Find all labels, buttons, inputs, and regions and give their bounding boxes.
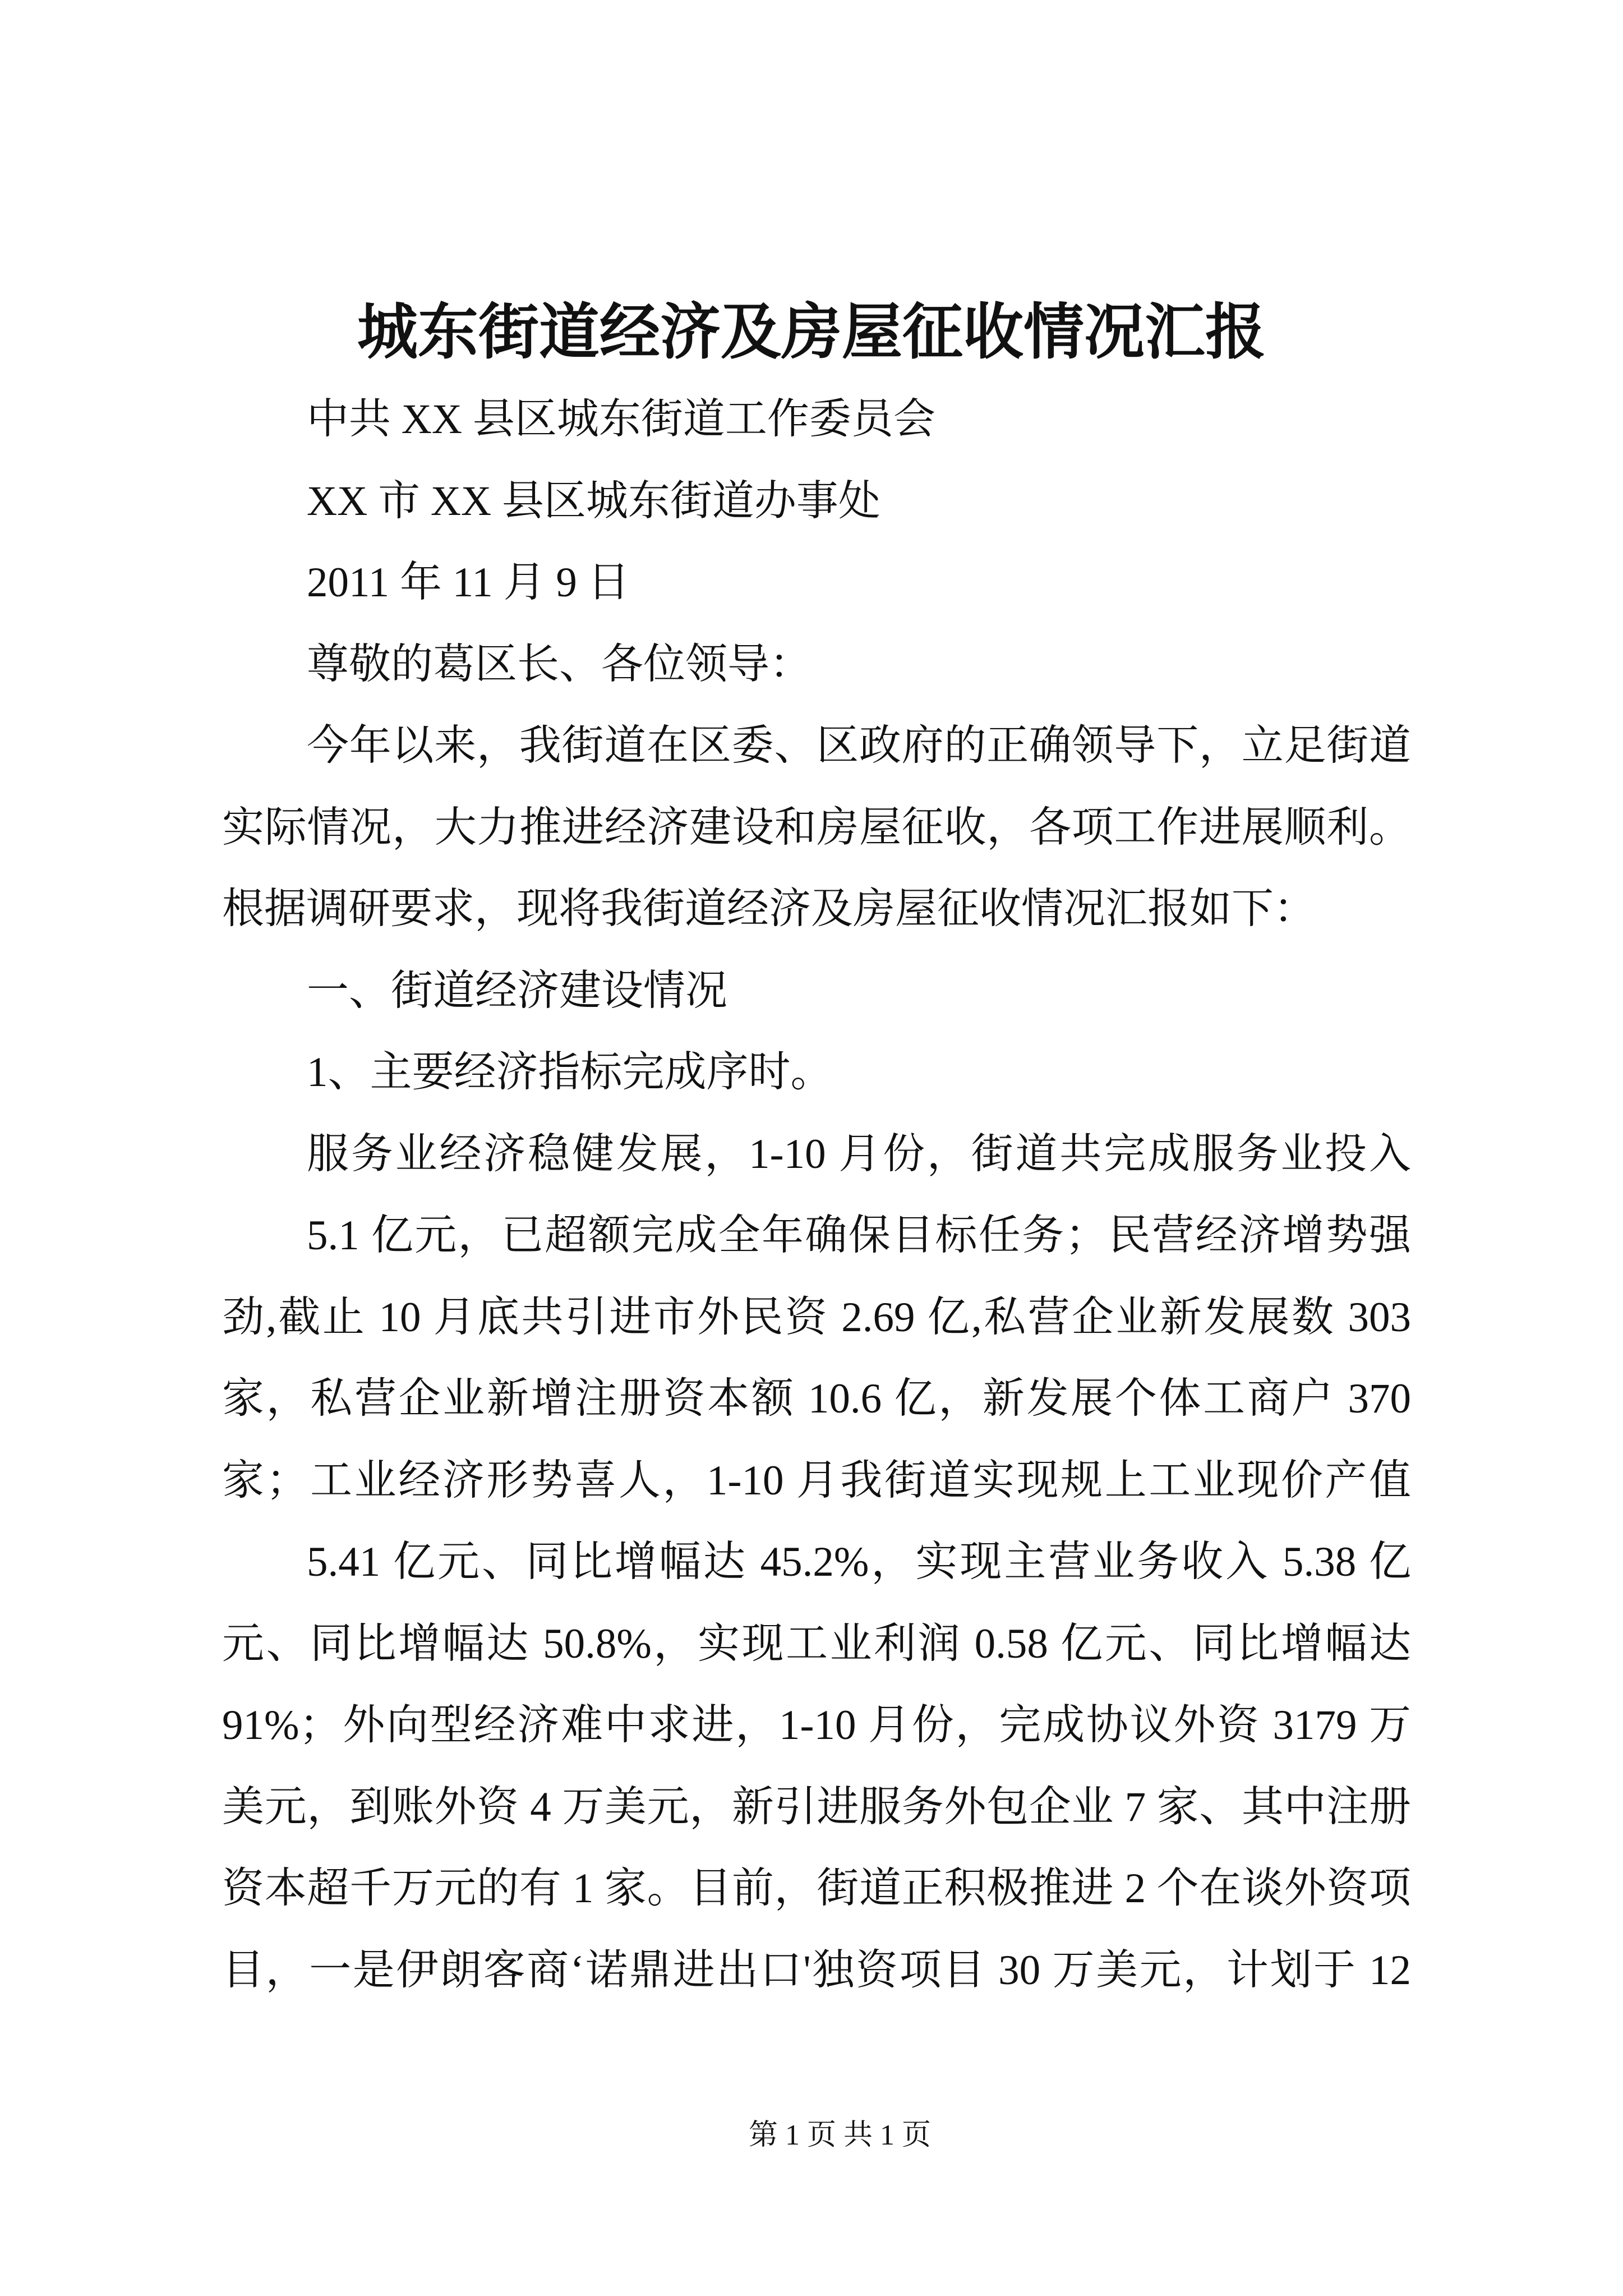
organization-line: 中共 XX 县区城东街道工作委员会 — [307, 396, 935, 443]
date-line: 2011 年 11 月 9 日 — [307, 559, 630, 606]
paragraph-line: 服务业经济稳健发展，1-10 月份，街道共完成服务业投入 — [307, 1130, 1411, 1177]
subsection-heading: 1、主要经济指标完成序时。 — [307, 1049, 833, 1096]
paragraph-line: 资本超千万元的有 1 家。目前，街道正积极推进 2 个在谈外资项 — [222, 1865, 1411, 1912]
paragraph-line: 5.41 亿元、同比增幅达 45.2%，实现主营业务收入 5.38 亿 — [307, 1539, 1411, 1585]
section-heading: 一、街道经济建设情况 — [307, 967, 728, 1014]
office-line: XX 市 XX 县区城东街道办事处 — [307, 477, 880, 524]
paragraph-line: 家，私营企业新增注册资本额 10.6 亿，新发展个体工商户 370 — [222, 1375, 1411, 1422]
paragraph-line: 目，一是伊朗客商‘诺鼎进出口'独资项目 30 万美元，计划于 12 — [222, 1947, 1411, 1994]
document-title: 城东街道经济及房屋征收情况汇报 — [357, 300, 1266, 366]
paragraph-line: 家；工业经济形势喜人，1-10 月我街道实现规上工业现价产值 — [222, 1457, 1411, 1504]
document-body — [0, 379, 1623, 2011]
paragraph-line: 5.1 亿元，已超额完成全年确保目标任务；民营经济增势强 — [307, 1212, 1411, 1259]
paragraph-line: 美元，到账外资 4 万美元，新引进服务外包企业 7 家、其中注册 — [222, 1783, 1411, 1830]
paragraph-line: 今年以来，我街道在区委、区政府的正确领导下，立足街道 — [307, 723, 1411, 769]
paragraph-line: 元、同比增幅达 50.8%，实现工业利润 0.58 亿元、同比增幅达 — [222, 1620, 1411, 1667]
page-footer: 第 1 页 共 1 页 — [749, 2119, 932, 2151]
paragraph-line: 劲,截止 10 月底共引进市外民资 2.69 亿,私营企业新发展数 303 — [222, 1294, 1411, 1341]
paragraph-line: 91%；外向型经济难中求进，1-10 月份，完成协议外资 3179 万 — [222, 1702, 1411, 1749]
paragraph-line: 实际情况，大力推进经济建设和房屋征收，各项工作进展顺利。 — [222, 804, 1411, 851]
paragraph-line: 根据调研要求，现将我街道经济及房屋征收情况汇报如下： — [222, 886, 1316, 932]
salutation: 尊敬的葛区长、各位领导： — [307, 641, 812, 688]
